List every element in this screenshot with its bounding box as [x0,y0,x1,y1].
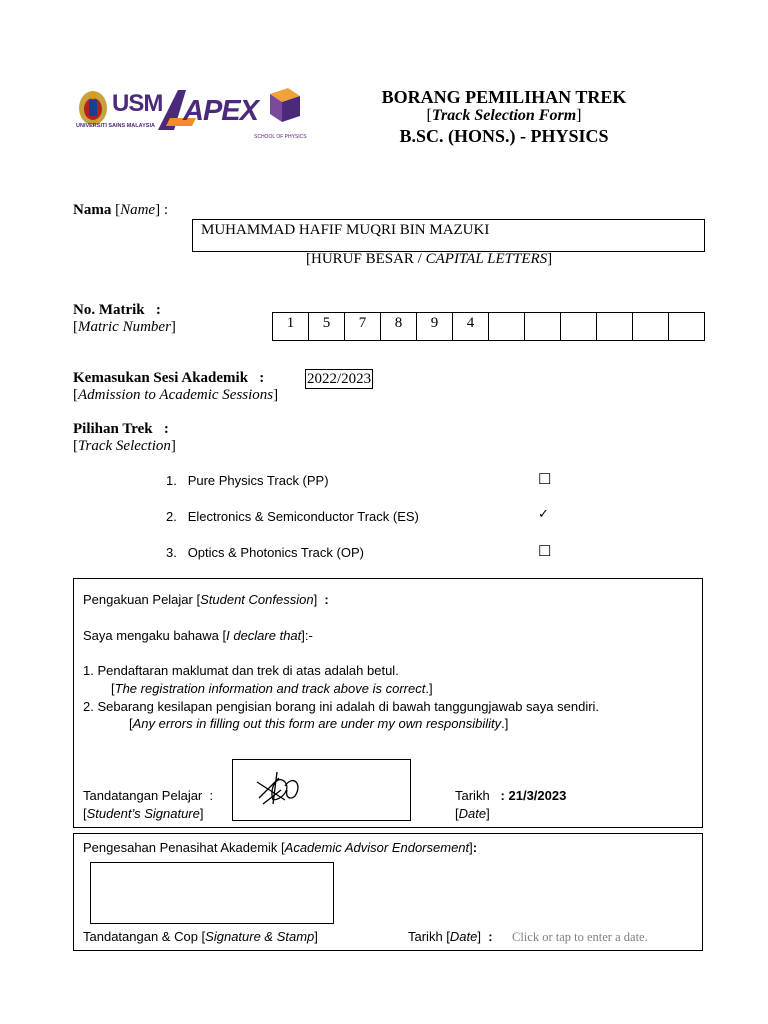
form-title: BORANG PEMILIHAN TREK [381,87,627,107]
matric-label: No. Matrik : [73,302,161,318]
matric-digit[interactable] [525,313,561,340]
session-field[interactable] [305,369,373,389]
usm-logo: USM [112,90,163,117]
declare-ms: Saya mengaku bahawa [83,628,219,643]
declaration-item-1-english: [The registration information and track above is correct.] [111,681,433,696]
student-signature-label: Tandatangan Pelajar : [83,788,214,803]
matric-digit[interactable]: 4 [453,313,489,340]
matric-digit[interactable] [669,313,705,340]
advisor-sign-label-ms: Tandatangan & Cop [83,929,198,944]
checkbox-pp[interactable]: ☐ [538,472,552,488]
matric-number-grid[interactable] [272,312,705,341]
matric-label-ms: No. Matrik [73,302,145,318]
student-date-label: Tarikh : 21/3/2023 [455,788,567,803]
title-english-text: Track Selection Form [431,107,577,124]
track-option-number: 2. [166,509,177,524]
track-option-op [166,545,364,560]
session-label-ms: Kemasukan Sesi Akademik [73,370,249,386]
matric-digit[interactable]: 1 [273,313,309,340]
bracket-open: [ [426,107,432,124]
checkbox-op[interactable]: ☐ [538,544,552,560]
advisor-signature-box[interactable] [90,862,334,924]
advisor-date-field[interactable]: Click or tap to enter a date. [512,930,648,944]
handwritten-signature [233,760,410,820]
advisor-sign-label: Tandatangan & Cop [Signature & Stamp] [83,929,318,944]
track-label-en: Track Selection [78,438,171,454]
item2-en: Any errors in filling out this form are under my own responsibility [132,716,502,731]
date-label-ms: Tarikh [455,788,490,803]
form-title-english [354,107,654,125]
name-hint [306,251,552,268]
program-title: B.SC. (HONS.) - PHYSICS [399,126,609,146]
endorsement-heading: Pengesahan Penasihat Akademik [Academic Advisor Endorsement]: [83,840,478,855]
name-value: MUHAMMAD HAFIF MUQRI BIN MAZUKI [201,222,490,238]
matric-digit[interactable]: 7 [345,313,381,340]
name-label-ms: Nama [73,202,112,218]
matric-digit[interactable]: 8 [381,313,417,340]
school-of-physics-logo [260,88,306,128]
advisor-sign-label-en: Signature & Stamp [205,929,315,944]
matric-digit[interactable] [633,313,669,340]
student-date-value: 21/3/2023 [508,788,567,803]
declare-line: Saya mengaku bahawa [I declare that]:- [83,628,313,643]
confession-heading: Pengakuan Pelajar [Student Confession] : [83,592,329,607]
name-label-en: Name [120,202,156,218]
confession-heading-en: Student Confession [200,592,314,607]
name-hint-ms: [HURUF BESAR / [306,251,426,267]
track-option-label: Electronics & Semiconductor Track (ES) [187,509,419,524]
track-label: Pilihan Trek : [73,421,169,437]
matric-label-english: [Matric Number] [73,319,176,335]
track-label-ms: Pilihan Trek [73,421,153,437]
usm-caption: UNIVERSITI SAINS MALAYSIA [76,123,155,129]
declaration-item-1: 1. Pendaftaran maklumat dan trek di atas adalah betul. [83,663,399,678]
physics-caption: SCHOOL OF PHYSICS [254,134,307,140]
signature-label-en: Student’s Signature [86,806,200,821]
student-date-label-english: [Date] [455,806,490,821]
matric-digit[interactable] [489,313,525,340]
student-signature-box[interactable] [232,759,411,821]
track-option-number: 1. [166,473,177,488]
signature-label-ms: Tandatangan Pelajar [83,788,203,803]
apex-text: APEX [183,95,258,127]
track-option-label: Optics & Photonics Track (OP) [187,545,364,560]
matric-label-en: Matric Number [78,319,171,335]
name-hint-close: ] [547,251,553,267]
item1-en: The registration information and track above is correct [114,681,426,696]
name-label: Nama [Name] : [73,202,168,218]
declaration-item-2-english: [Any errors in filling out this form are under my own responsibility.] [129,716,509,731]
usm-crest-logo [76,88,110,128]
track-label-english: [Track Selection] [73,438,176,454]
declare-en: I declare that [226,628,302,643]
declaration-item-2: 2. Sebarang kesilapan pengisian borang ini adalah di bawah tanggungjawab saya sendiri. [83,699,600,714]
matric-digit[interactable] [561,313,597,340]
advisor-date-label-en: Date [449,929,478,944]
checkbox-es[interactable]: ✓ [538,506,549,521]
student-signature-label-english: [Student’s Signature] [83,806,204,821]
session-label-english: [Admission to Academic Sessions] [73,387,279,403]
advisor-date-label-ms: Tarikh [408,929,443,944]
name-hint-en: CAPITAL LETTERS [425,251,548,267]
session-label-en: Admission to Academic Sessions [78,387,274,403]
session-label: Kemasukan Sesi Akademik : [73,370,265,386]
bracket-close: ] [576,107,582,124]
track-option-label: Pure Physics Track (PP) [187,473,329,488]
session-value: 2022/2023 [307,371,372,387]
endorsement-heading-ms: Pengesahan Penasihat Akademik [83,840,278,855]
track-option-es [166,509,419,524]
matric-digit[interactable]: 9 [417,313,453,340]
matric-digit[interactable]: 5 [309,313,345,340]
name-field[interactable] [192,219,705,252]
track-option-number: 3. [166,545,177,560]
advisor-date-label: Tarikh [Date] : [408,929,493,944]
date-label-en: Date [458,806,487,821]
endorsement-heading-en: Academic Advisor Endorsement [284,840,470,855]
matric-digit[interactable] [597,313,633,340]
confession-heading-ms: Pengakuan Pelajar [83,592,193,607]
track-option-pp [166,473,329,488]
